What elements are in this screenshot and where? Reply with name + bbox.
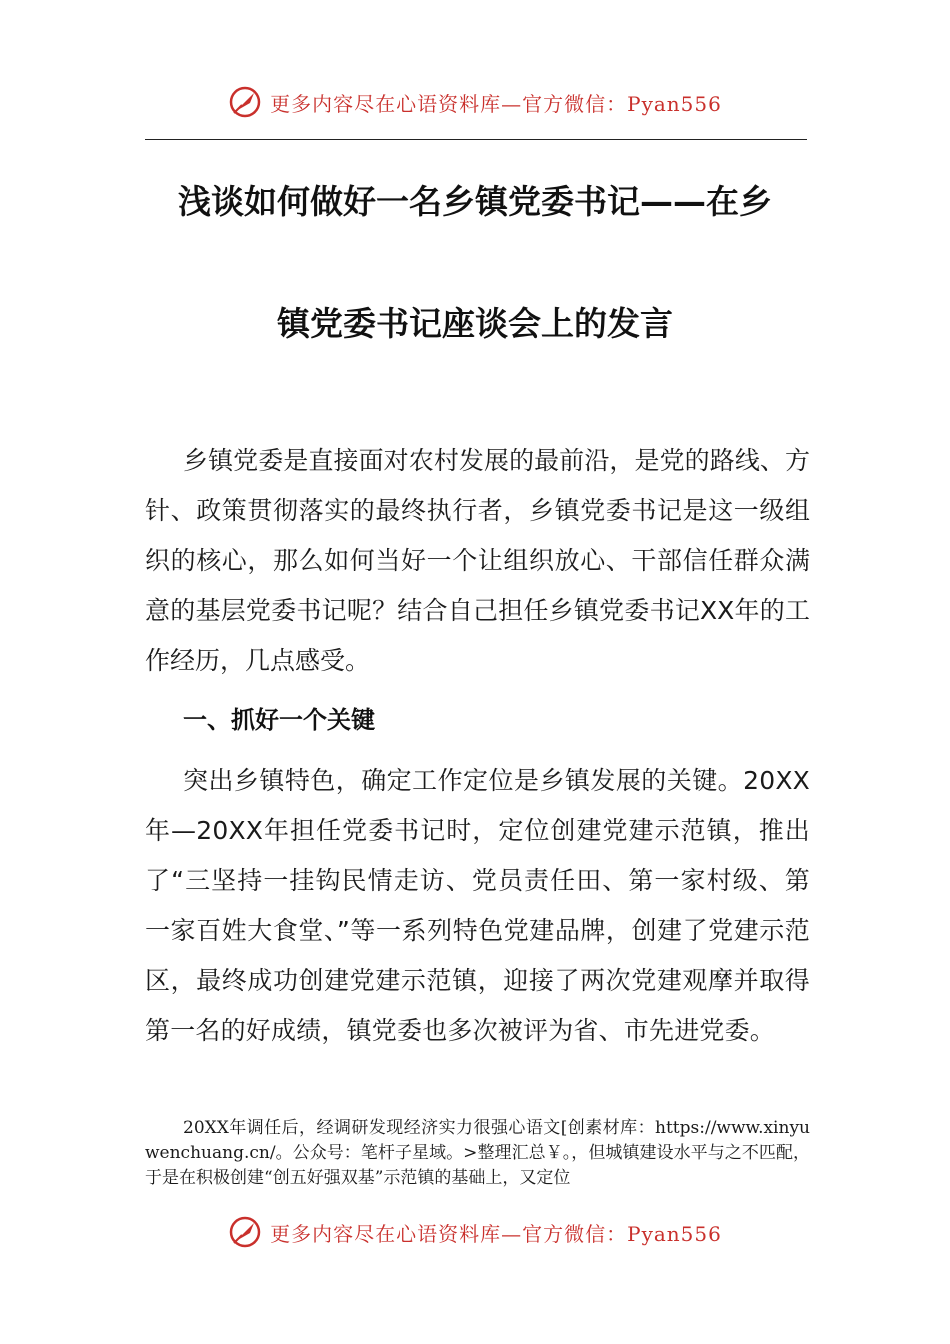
- quill-logo-icon: [228, 1215, 262, 1249]
- quill-logo-icon: [228, 85, 262, 119]
- intro-paragraph: 乡镇党委是直接面对农村发展的最前沿，是党的路线、方针、政策贯彻落实的最终执行者，乡镇党委书记是这一级组织的核心，那么如何当好一个让组织放心、干部信任群众满意的基层党委书记呢？结合自己担任乡镇党委书记XX年的工作经历，几点感受。: [145, 446, 810, 675]
- title-line-1: 浅谈如何做好一名乡镇党委书记——在乡: [178, 182, 772, 221]
- footer-wechat-id: Pyan556: [627, 1221, 722, 1246]
- footer-banner: [0, 1212, 950, 1252]
- header-banner: [0, 82, 950, 122]
- section-paragraph: 突出乡镇特色，确定工作定位是乡镇发展的关键。20XX年—20XX年担任党委书记时，定位创建党建示范镇，推出了“三坚持一挂钩民情走访、党员责任田、第一家村级、第一家百姓大食堂、”等一系列特色党建品牌，创建了党建示范区，最终成功创建党建示范镇，迎接了两次党建观摩并取得第一名的好成绩，镇党委也多次被评为省、市先进党委。: [145, 766, 810, 1045]
- small-paragraph: 20XX年调任后，经调研发现经济实力很强心语文[创素材库：https://www.xinyuwenchuang.cn/。公众号：笔杆子星域。>整理汇总￥。，但城镇建设水平与之不匹配，于是在积极创建“创五好强双基”示范镇的基础上，又定位: [145, 1118, 810, 1188]
- header-divider: [145, 139, 807, 140]
- header-wechat-id: Pyan556: [627, 91, 722, 116]
- title-line-2: 镇党委书记座谈会上的发言: [277, 304, 673, 343]
- footer-banner-text: 更多内容尽在心语资料库—官方微信：Pyan556: [270, 1221, 722, 1246]
- section-heading: 一、抓好一个关键: [183, 706, 375, 734]
- header-banner-text: 更多内容尽在心语资料库—官方微信：Pyan556: [270, 91, 722, 116]
